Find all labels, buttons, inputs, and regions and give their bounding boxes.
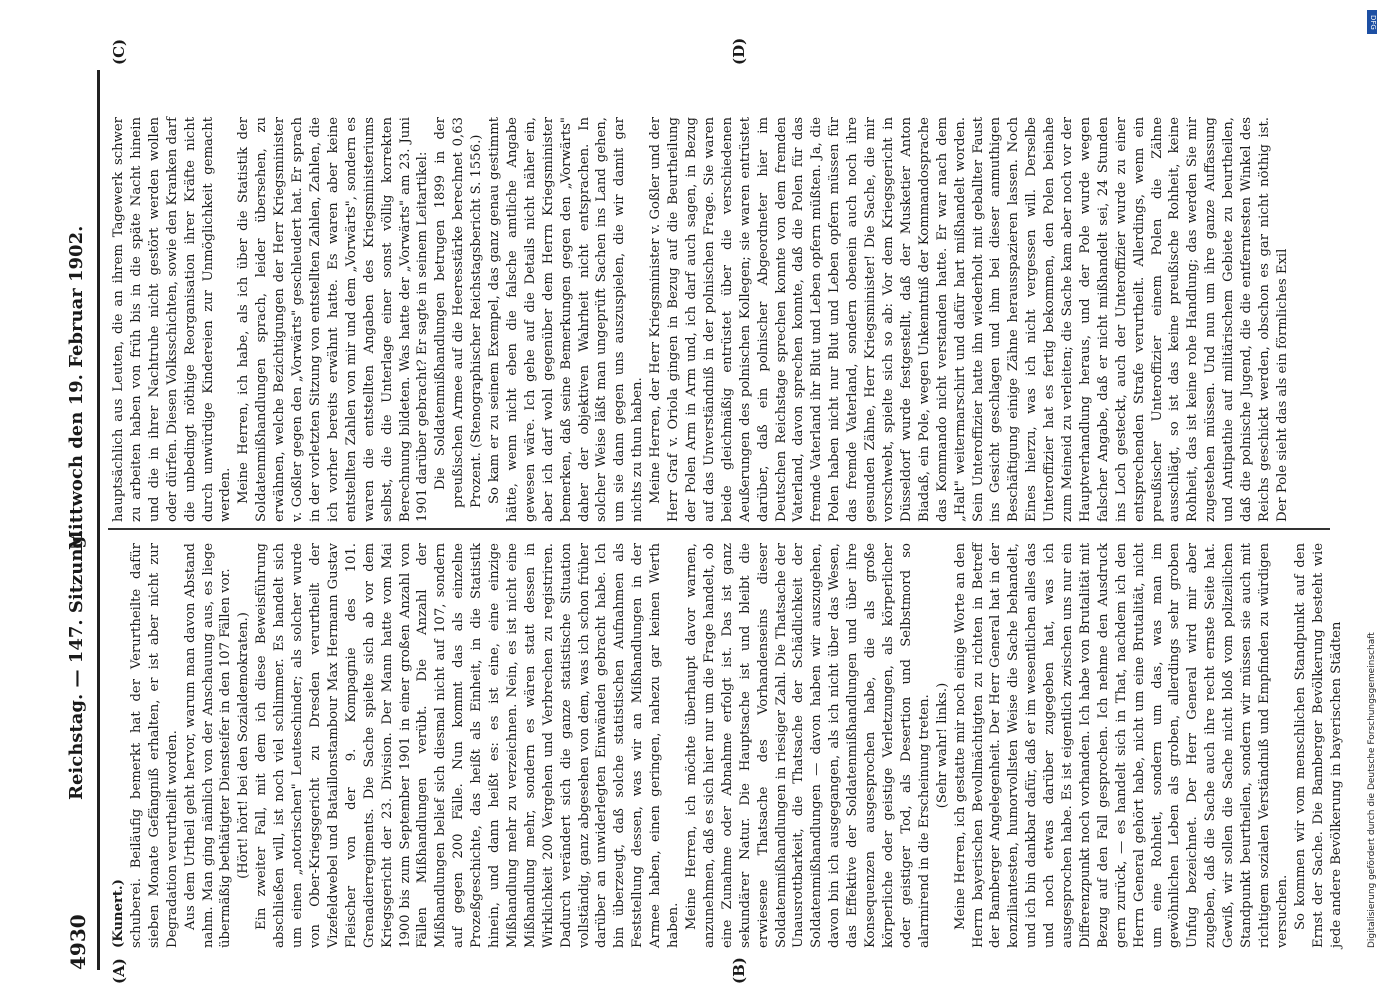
digitization-attribution: Digitalisierung gefördert durch die Deutsche Forschungsgemeinschaft [1367,632,1377,948]
paragraph: Meine Herren, ich gestatte mir noch einige Worte an den Herrn bayerischen Bevollmächtigten zu richten in Betreff der Bamberger Angelegenheit. Der Herr General hat in der konziliantesten, humorvollsten Weise die Sache behandelt, und ich bin dankbar dafür, daß er im wesentlichen alles das und noch etwas darüber zugegeben hat, was ich ausgesprochen habe. Es ist eigentlich zwischen uns nur ein Differenzpunkt noch vorhanden. Ich habe von Brutalität mit Bezug auf den Fall gesprochen. Ich nehme den Ausdruck gern zurück, — es handelt sich in That, nachdem ich den Herrn General gehört habe, nicht um eine Brutalität, nicht um eine Rohheit, sondern um das, was man im gewöhnlichen Leben als groben, allerdings sehr groben Unfug bezeichnet. Der Herr General wird mir aber zugeben, daß die Sache auch ihre recht ernste Seite hat. Gewiß, wir sollen die Sache nicht bloß vom polizeilichen Standpunkt beurtheilen, sondern wir müssen sie auch mit richtigem sozialen Verständniß und Empfinden zu würdigen versuchen. [952,543,1290,948]
paragraph: Aus dem Urtheil geht hervor, warum man davon Abstand nahm. Man ging nämlich von der Anschauung aus, es liege übermäßig bethätigter Diensteifer in den 107 Fällen vor. [182,543,234,948]
scanned-page [40,37,1344,1000]
interjection: (Sehr wahr! links.) [934,682,950,809]
margin-mark-a: (A) [110,958,128,984]
session-title: Reichstag. — 147. Sitzung. [66,529,87,800]
margin-mark-b: (B) [730,957,748,984]
column-divider [108,528,1330,530]
margin-mark-d: (D) [730,37,748,65]
paragraph: Meine Herren, ich möchte überhaupt davor warnen, anzunehmen, daß es sich hier nur um die Frage handelt, ob eine Zunahme oder Abnahme erfolgt ist. Das ist ganz sekundärer Natur. Die Hauptsache ist und bleibt die erwiesene Thatsache des Vorhandenseins dieser Soldatenmißhandlungen in riesiger Zahl. Die Thatsache der Unausrottbarkeit, die Thatsache der Schädlichkeit der Soldatenmißhandlungen — davon haben wir auszugehen, davon bin ich ausgegangen, als ich nicht über das Wesen, das Effektive der Soldatenmißhandlungen und über ihre Konsequenzen ausgesprochen habe, die als große körperliche oder geistige Verletzungen, als körperlicher oder geistiger Tod, als Desertion und Selbstmord so alarmirend in die Erscheinung treten. [684,543,932,948]
speaker-tag: (Kunert.) [111,879,126,948]
rotated-page-content [40,37,1344,1000]
paragraph: So kommen wir vom menschlichen Standpunkt auf den Ernst der Sache. Die Bamberger Bevölkerung besteht wie jede andere Bevölkerung in bayerischen Städten [1292,543,1344,948]
page-header [60,70,100,970]
right-column [110,117,1325,522]
dfg-logo: DFG [1367,10,1377,34]
left-column [110,543,1344,948]
interjection: (Hört! hört! bei den Sozialdemokraten.) [236,612,252,879]
margin-mark-c: (C) [110,38,128,65]
paragraph: Meine Herren, ich habe, als ich über die Statistik der Soldatenmißhandlungen sprach, leider übersehen, zu erwähnen, welche Bezichtigungen der Herr Kriegsminister v. Goßler gegen den „Vorwärts" geschleudert hat. Er sprach in der vorletzten Sitzung von entstellten Zahlen, Zahlen, die ich vorher bereits erwähnt hatte. Es waren aber keine entstellten Zahlen von mir und dem „Vorwärts", sondern es waren die entstellten Angaben des Kriegsministeriums selbst, die die Unterlage einer sonst völlig korrekten Berechnung bildeten. Was hatte der „Vorwärts" am 23. Juni 1901 darüber gebracht? Er sagte in seinem Leitartikel: [236,117,431,522]
paragraph: So kam er zu seinem Exempel, das ganz genau gestimmt hätte, wenn nicht eben die falsche amtliche Angabe gewesen wäre. Ich gehe auf die Details nicht näher ein, aber ich darf wohl gegenüber dem Herrn Kriegsminister bemerken, daß seine Bemerkungen gegen den „Vorwärts" daher der objektiven Wahrheit nicht entsprachen. In solcher Weise läßt man ungeprüft Sachen ins Land gehen, um sie dann gegen uns auszuspielen, die wir damit gar nichts zu thun haben. [487,117,646,522]
quotation: Die Soldatenmißhandlungen betrugen 1899 in der preußischen Armee auf die Heeresstärke berechnet 0,63 Prozent. (Stenographischer Reichstagsbericht S. 1556.) [433,117,485,508]
page-number: 4930 [66,914,90,970]
session-date: Mittwoch den 19. Februar 1902. [66,225,87,550]
paragraph: hauptsächlich aus Leuten, die an ihrem Tagewerk schwer zu arbeiten haben von früh bis in die späte Nacht hinein und die in ihrer Nachtruhe nicht gestört werden wollen oder dürfen. Diesen Volksschichten, sowie den Kranken darf die unbedingt nöthige Reorganisation ihrer Kräfte nicht durch unwürdige Kindereien zur Unmöglichkeit gemacht werden. [111,117,234,522]
paragraph: Ein zweiter Fall, mit dem ich diese Beweisführung abschließen will, ist noch viel schlimmer. Es handelt sich um einen „notorischen" Leuteschinder; als solcher wurde von Ober-Kriegsgericht zu Dresden verurtheilt der Vizefeldwebel und Bataillonstambour Max Hermann Gustav Fleischer von der 9. Kompagnie des 101. Grenadierregiments. Die Sache spielte sich ab vor dem Kriegsgericht der 23. Division. Der Mann hatte vom Mai 1900 bis zum September 1901 in einer großen Anzahl von Fällen Mißhandlungen verübt. Die Anzahl der Mißhandlungen belief sich diesmal nicht auf 107, sondern auf gegen 200 Fälle. Nun kommt das als einzelne Prozeßgeschichte, das heißt als Einheit, in die Statistik hinein, und dann heißt es: es ist eine, eine einzige Mißhandlung mehr zu verzeichnen. Nein, es ist nicht eine Mißhandlung mehr, sondern es wären statt dessen in Wirklichkeit 200 Vergehen und Verbrechen zu registriren. Dadurch verändert sich die ganze statistische Situation vollständig, ganz abgesehen von dem, was ich schon früher darüber an unwiderlegten Einwänden gebracht habe. Ich bin überzeugt, daß solche statistischen Aufnahmen als Feststellung dessen, was wir an Mißhandlungen in der Armee haben, einen geringen, nahezu gar keinen Werth haben. [254,543,682,948]
paragraph: schuberei. Beiläufig bemerkt hat der Verurtheilte dafür sieben Monate Gefängniß erhalten, er ist aber nicht zur Degradation verurtheilt worden. [128,543,180,948]
paragraph: Meine Herren, der Herr Kriegsminister v. Goßler und der Herr Graf v. Oriola gingen in Bezug auf die Beurtheilung der Polen Arm in Arm und, ich darf auch sagen, in Bezug auf das Unverständniß in der polnischen Frage. Sie waren beide gleichmäßig entrüstet über die verschiedenen Aeußerungen des polnischen Kollegen; sie waren entrüstet darüber, daß ein polnischer Abgeordneter hier im Deutschen Reichstage sprechen konnte von dem fremden Vaterland, davon sprechen konnte, daß die Polen für das fremde Vaterland ihr Blut und Leben opfern müßten. Ja, die Polen haben nicht nur Blut und Leben opfern müssen für das fremde Vaterland, sondern obenein auch noch ihre gesunden Zähne, Herr Kriegsminister! Die Sache, die mir vorschwebt, spielte sich so ab: Vor dem Kriegsgericht in Düsseldorf wurde festgestellt, daß der Musketier Anton Biadaß, ein Pole, wegen Unkenntniß der Kommandosprache das Kommando nicht verstanden hatte. Er war nach dem „Halt" weitermarschirt und dafür hart mißhandelt worden. Sein Unteroffizier hatte ihn wiederholt mit geballter Faust ins Gesicht geschlagen und ihm bei dieser anmuthigen Beschäftigung einige Zähne herausspazieren lassen. Noch Eines hierzu, was ich nicht vergessen will. Derselbe Unteroffizier hat es fertig bekommen, den Polen beinahe zum Meineid zu verleiten; die Sache kam aber noch vor der Hauptverhandlung heraus, und der Pole wurde wegen falscher Angabe, daß er nicht mißhandelt sei, 24 Stunden ins Loch gesteckt, auch der Unteroffizier wurde zu einer entsprechenden Strafe verurtheilt. Allerdings, wenn ein preußischer Unteroffizier einem Polen die Zähne ausschlägt, so ist das keine preußische Rohheit, keine Rohheit, das ist keine rohe Handlung; das werden Sie mir zugestehen müssen. Und nun um ihre ganze Auffassung und Antipathie auf militärischem Gebiete zu beurtheilen, daß die polnische Jugend, die die entferntesten Winkel des Reichs geschickt werden, obschon es gar nicht nöthig ist. Der Pole sieht das als ein förmliches Exil [648,117,1290,522]
